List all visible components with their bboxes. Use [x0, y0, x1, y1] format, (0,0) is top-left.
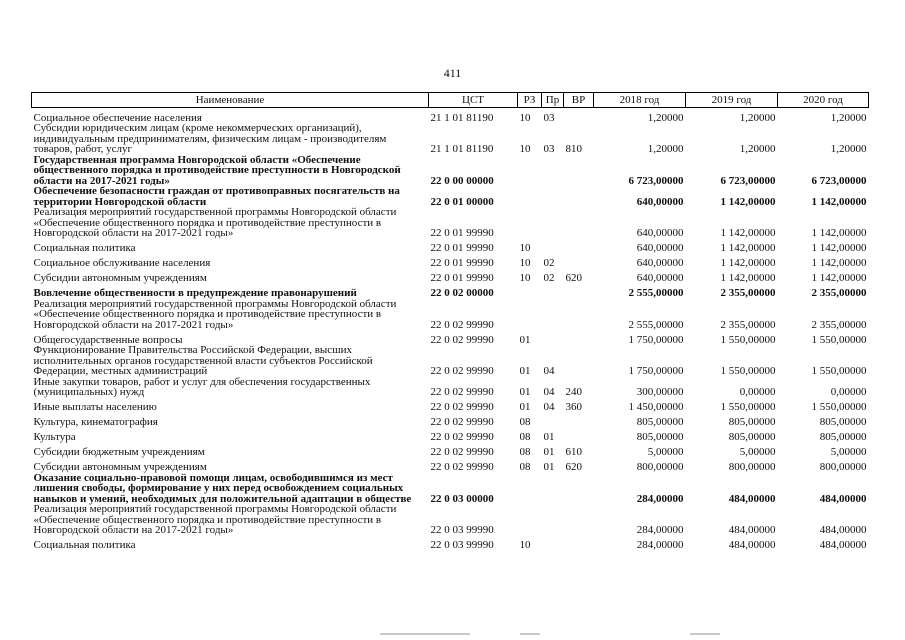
row-cst: 22 0 01 99990 — [430, 242, 494, 254]
row-pr: 03 — [543, 111, 555, 124]
row-vr: 610 — [565, 446, 582, 458]
row-cst: 22 0 02 99990 — [430, 446, 494, 458]
row-rz: 08 — [519, 416, 531, 428]
budget-table — [31, 92, 869, 551]
row-cst: 22 0 01 99990 — [430, 257, 494, 269]
row-value-2020: 800,00000 — [819, 461, 867, 473]
row-value-2019: 1,20000 — [739, 143, 776, 155]
row-vr — [564, 345, 594, 377]
row-rz — [518, 284, 542, 299]
row-value-2019: 2 355,00000 — [720, 287, 776, 299]
row-value-2018: 805,00000 — [636, 431, 684, 443]
row-name: Субсидии автономным учреждениям — [33, 461, 207, 473]
row-value-2019: 1 550,00000 — [720, 333, 776, 346]
table-row — [32, 428, 869, 443]
row-value-2018: 284,00000 — [636, 539, 684, 551]
row-value-2020: 1 550,00000 — [811, 333, 867, 346]
row-value-2020: 1 142,00000 — [811, 195, 867, 208]
row-value-2019: 1 142,00000 — [720, 227, 776, 239]
row-vr — [564, 239, 594, 254]
row-pr — [542, 155, 564, 187]
header-name: Наименование — [32, 93, 429, 108]
row-vr: 240 — [565, 386, 582, 398]
row-name: Культура — [33, 431, 76, 443]
header-2018: 2018 год — [594, 93, 686, 108]
row-value-2020: 2 355,00000 — [811, 287, 867, 299]
row-pr — [542, 504, 564, 536]
row-value-2018: 1,20000 — [647, 111, 684, 124]
row-pr — [542, 284, 564, 299]
row-value-2018: 805,00000 — [636, 416, 684, 428]
header-2020: 2020 год — [778, 93, 869, 108]
row-value-2019: 5,00000 — [739, 446, 776, 458]
table-row — [32, 536, 869, 551]
scan-artifact — [520, 633, 540, 635]
table-row — [32, 398, 869, 413]
row-pr: 01 — [543, 431, 555, 443]
row-cst: 22 0 01 99990 — [430, 272, 494, 284]
row-rz — [518, 504, 542, 536]
row-name: Реализация мероприятий государственной программы Новгородской области «Обеспечение общественного порядка и противодействие преступности в Новгородской области на 2017-2021 годы» — [33, 503, 397, 536]
row-rz: 10 — [519, 272, 531, 284]
row-name: Субсидии юридическим лицам (кроме некоммерческих организаций), индивидуальным предпринимателям, физическим лицам - производителям товаров, работ, услуг — [33, 122, 387, 155]
table-row — [32, 269, 869, 284]
row-cst: 22 0 02 00000 — [430, 287, 494, 299]
table-row — [32, 473, 869, 505]
row-cst: 22 0 02 99990 — [430, 333, 494, 346]
row-value-2018: 640,00000 — [636, 242, 684, 254]
row-pr: 02 — [543, 257, 555, 269]
table-row — [32, 186, 869, 207]
row-value-2018: 800,00000 — [636, 461, 684, 473]
row-value-2020: 1 142,00000 — [811, 257, 867, 269]
row-cst: 22 0 02 99990 — [430, 416, 494, 428]
row-value-2019: 1,20000 — [739, 111, 776, 124]
row-pr — [542, 413, 564, 428]
row-name: Общегосударственные вопросы — [33, 333, 183, 346]
row-value-2020: 1 142,00000 — [811, 272, 867, 284]
row-name: Оказание социально-правовой помощи лицам, освободившимся из мест лишения свободы, формирование у них перед освобождением социальных навыков и умений, необходимых для положительной адаптации в обществе — [33, 471, 412, 505]
row-value-2020: 5,00000 — [830, 446, 867, 458]
row-value-2018: 640,00000 — [636, 195, 684, 208]
row-name: Субсидии автономным учреждениям — [33, 272, 207, 284]
row-value-2018: 284,00000 — [636, 492, 684, 505]
table-row — [32, 443, 869, 458]
table-row — [32, 155, 869, 187]
row-value-2018: 300,00000 — [636, 386, 684, 398]
row-rz — [518, 207, 542, 239]
row-cst: 22 0 00 00000 — [430, 174, 494, 187]
row-value-2019: 805,00000 — [728, 416, 776, 428]
row-rz: 10 — [519, 143, 531, 155]
row-cst: 22 0 02 99990 — [430, 461, 494, 473]
row-pr: 04 — [543, 401, 555, 413]
header-cst: ЦСТ — [429, 93, 518, 108]
row-cst: 22 0 03 99990 — [430, 524, 494, 536]
row-value-2018: 2 555,00000 — [628, 318, 684, 331]
row-value-2018: 1 450,00000 — [628, 401, 684, 413]
row-value-2018: 2 555,00000 — [628, 287, 684, 299]
row-vr — [564, 207, 594, 239]
row-rz: 08 — [519, 461, 531, 473]
row-cst: 22 0 02 99990 — [430, 431, 494, 443]
header-rz: РЗ — [518, 93, 542, 108]
row-cst: 22 0 01 00000 — [430, 195, 494, 208]
table-row — [32, 377, 869, 398]
row-value-2018: 640,00000 — [636, 257, 684, 269]
row-rz: 01 — [519, 401, 531, 413]
row-value-2019: 1 142,00000 — [720, 195, 776, 208]
row-vr — [564, 504, 594, 536]
row-rz — [518, 186, 542, 207]
row-value-2018: 1,20000 — [647, 143, 684, 155]
row-rz: 08 — [519, 431, 531, 443]
table-row — [32, 284, 869, 299]
row-pr: 01 — [543, 461, 555, 473]
row-name: Социальное обеспечение населения — [33, 111, 202, 124]
table-header-row — [32, 93, 869, 108]
row-value-2018: 6 723,00000 — [628, 174, 684, 187]
row-vr — [564, 473, 594, 505]
row-value-2019: 6 723,00000 — [720, 174, 776, 187]
row-cst: 22 0 03 99990 — [430, 539, 494, 551]
row-name: Субсидии бюджетным учреждениям — [33, 446, 205, 458]
row-value-2018: 640,00000 — [636, 272, 684, 284]
row-name: Реализация мероприятий государственной программы Новгородской области «Обеспечение общественного порядка и противодействие преступности в Новгородской области на 2017-2021 годы» — [33, 206, 397, 239]
row-rz: 10 — [519, 242, 531, 254]
row-value-2018: 284,00000 — [636, 524, 684, 536]
row-pr — [542, 207, 564, 239]
row-cst: 22 0 03 00000 — [430, 492, 494, 505]
row-vr — [564, 413, 594, 428]
scan-artifact — [690, 633, 720, 635]
row-rz: 01 — [519, 365, 531, 377]
row-value-2019: 1 142,00000 — [720, 242, 776, 254]
row-value-2019: 800,00000 — [728, 461, 776, 473]
row-value-2020: 484,00000 — [819, 492, 867, 505]
row-value-2018: 1 750,00000 — [628, 333, 684, 346]
row-value-2020: 805,00000 — [819, 431, 867, 443]
row-rz: 08 — [519, 446, 531, 458]
row-pr — [542, 239, 564, 254]
row-value-2020: 6 723,00000 — [811, 174, 867, 187]
row-vr — [564, 428, 594, 443]
row-name: Вовлечение общественности в предупреждение правонарушений — [33, 287, 357, 299]
row-pr — [542, 299, 564, 331]
row-value-2020: 1,20000 — [830, 111, 867, 124]
row-cst: 22 0 02 99990 — [430, 365, 494, 377]
header-2019: 2019 год — [686, 93, 778, 108]
row-value-2020: 1 550,00000 — [811, 365, 867, 377]
header-vr: ВР — [564, 93, 594, 108]
row-value-2020: 1,20000 — [830, 143, 867, 155]
row-pr: 02 — [543, 272, 555, 284]
row-value-2019: 1 550,00000 — [720, 365, 776, 377]
row-name: Иные выплаты населению — [33, 401, 157, 413]
row-name: Государственная программа Новгородской области «Обеспечение общественного порядка и противодействие преступности в Новгородской области на 2017-2021 годы» — [33, 153, 401, 187]
row-vr — [564, 284, 594, 299]
row-value-2018: 1 750,00000 — [628, 365, 684, 377]
table-row — [32, 239, 869, 254]
row-value-2020: 805,00000 — [819, 416, 867, 428]
row-name: Социальная политика — [33, 242, 136, 254]
page-number: 411 — [443, 66, 462, 80]
row-rz: 01 — [519, 386, 531, 398]
row-name: Социальное обслуживание населения — [33, 257, 211, 269]
row-pr — [542, 330, 564, 345]
row-cst: 22 0 02 99990 — [430, 386, 494, 398]
row-value-2020: 484,00000 — [819, 524, 867, 536]
row-vr — [564, 299, 594, 331]
row-cst: 21 1 01 81190 — [430, 111, 494, 124]
row-pr — [542, 473, 564, 505]
row-value-2020: 1 142,00000 — [811, 242, 867, 254]
row-rz: 10 — [519, 539, 531, 551]
row-value-2019: 1 142,00000 — [720, 272, 776, 284]
row-value-2019: 484,00000 — [728, 539, 776, 551]
row-vr: 360 — [565, 401, 582, 413]
row-vr — [564, 108, 594, 124]
row-vr — [564, 536, 594, 551]
table-row — [32, 299, 869, 331]
row-name: Обеспечение безопасности граждан от противоправных посягательств на территории Новгородской области — [33, 185, 400, 208]
row-value-2018: 5,00000 — [647, 446, 684, 458]
table-row — [32, 254, 869, 269]
table-row — [32, 108, 869, 124]
row-value-2018: 640,00000 — [636, 227, 684, 239]
row-vr: 810 — [565, 143, 582, 155]
row-name: Реализация мероприятий государственной программы Новгородской области «Обеспечение общественного порядка и противодействие преступности в Новгородской области на 2017-2021 годы» — [33, 297, 397, 331]
row-cst: 22 0 02 99990 — [430, 318, 494, 331]
row-vr — [564, 254, 594, 269]
row-name: Функционирование Правительства Российской Федерации, высших исполнительных органов государственной власти субъектов Российской Федерации, местных администраций — [33, 344, 373, 377]
table-row — [32, 207, 869, 239]
row-value-2019: 1 550,00000 — [720, 401, 776, 413]
row-value-2019: 484,00000 — [728, 492, 776, 505]
row-name: Культура, кинематография — [33, 416, 158, 428]
table-row — [32, 458, 869, 473]
row-vr — [564, 330, 594, 345]
row-value-2019: 2 355,00000 — [720, 318, 776, 331]
row-pr: 01 — [543, 446, 555, 458]
table-row — [32, 123, 869, 155]
row-pr: 04 — [543, 365, 555, 377]
table-row — [32, 413, 869, 428]
row-value-2019: 805,00000 — [728, 431, 776, 443]
table-row — [32, 504, 869, 536]
row-rz: 10 — [519, 257, 531, 269]
row-value-2019: 0,00000 — [739, 386, 776, 398]
row-rz — [518, 473, 542, 505]
row-pr — [542, 536, 564, 551]
row-rz — [518, 155, 542, 187]
row-pr: 04 — [543, 386, 555, 398]
row-rz: 10 — [519, 111, 531, 124]
row-vr — [564, 155, 594, 187]
row-value-2020: 0,00000 — [830, 386, 867, 398]
row-rz — [518, 299, 542, 331]
table-row — [32, 330, 869, 345]
row-vr: 620 — [565, 461, 582, 473]
scan-artifact — [380, 633, 470, 635]
header-pr: Пр — [542, 93, 564, 108]
row-value-2020: 1 550,00000 — [811, 401, 867, 413]
row-cst: 21 1 01 81190 — [430, 143, 494, 155]
row-value-2020: 484,00000 — [819, 539, 867, 551]
table-body — [32, 108, 869, 551]
row-value-2020: 2 355,00000 — [811, 318, 867, 331]
row-name: Иные закупки товаров, работ и услуг для обеспечения государственных (муниципальных) нужд — [33, 375, 371, 398]
row-vr — [564, 186, 594, 207]
row-cst: 22 0 02 99990 — [430, 401, 494, 413]
row-value-2020: 1 142,00000 — [811, 227, 867, 239]
row-pr — [542, 186, 564, 207]
row-cst: 22 0 01 99990 — [430, 227, 494, 239]
table-row — [32, 345, 869, 377]
row-pr: 03 — [543, 143, 555, 155]
row-value-2019: 1 142,00000 — [720, 257, 776, 269]
row-value-2019: 484,00000 — [728, 524, 776, 536]
row-name: Социальная политика — [33, 539, 136, 551]
row-rz: 01 — [519, 333, 531, 346]
row-vr: 620 — [565, 272, 582, 284]
